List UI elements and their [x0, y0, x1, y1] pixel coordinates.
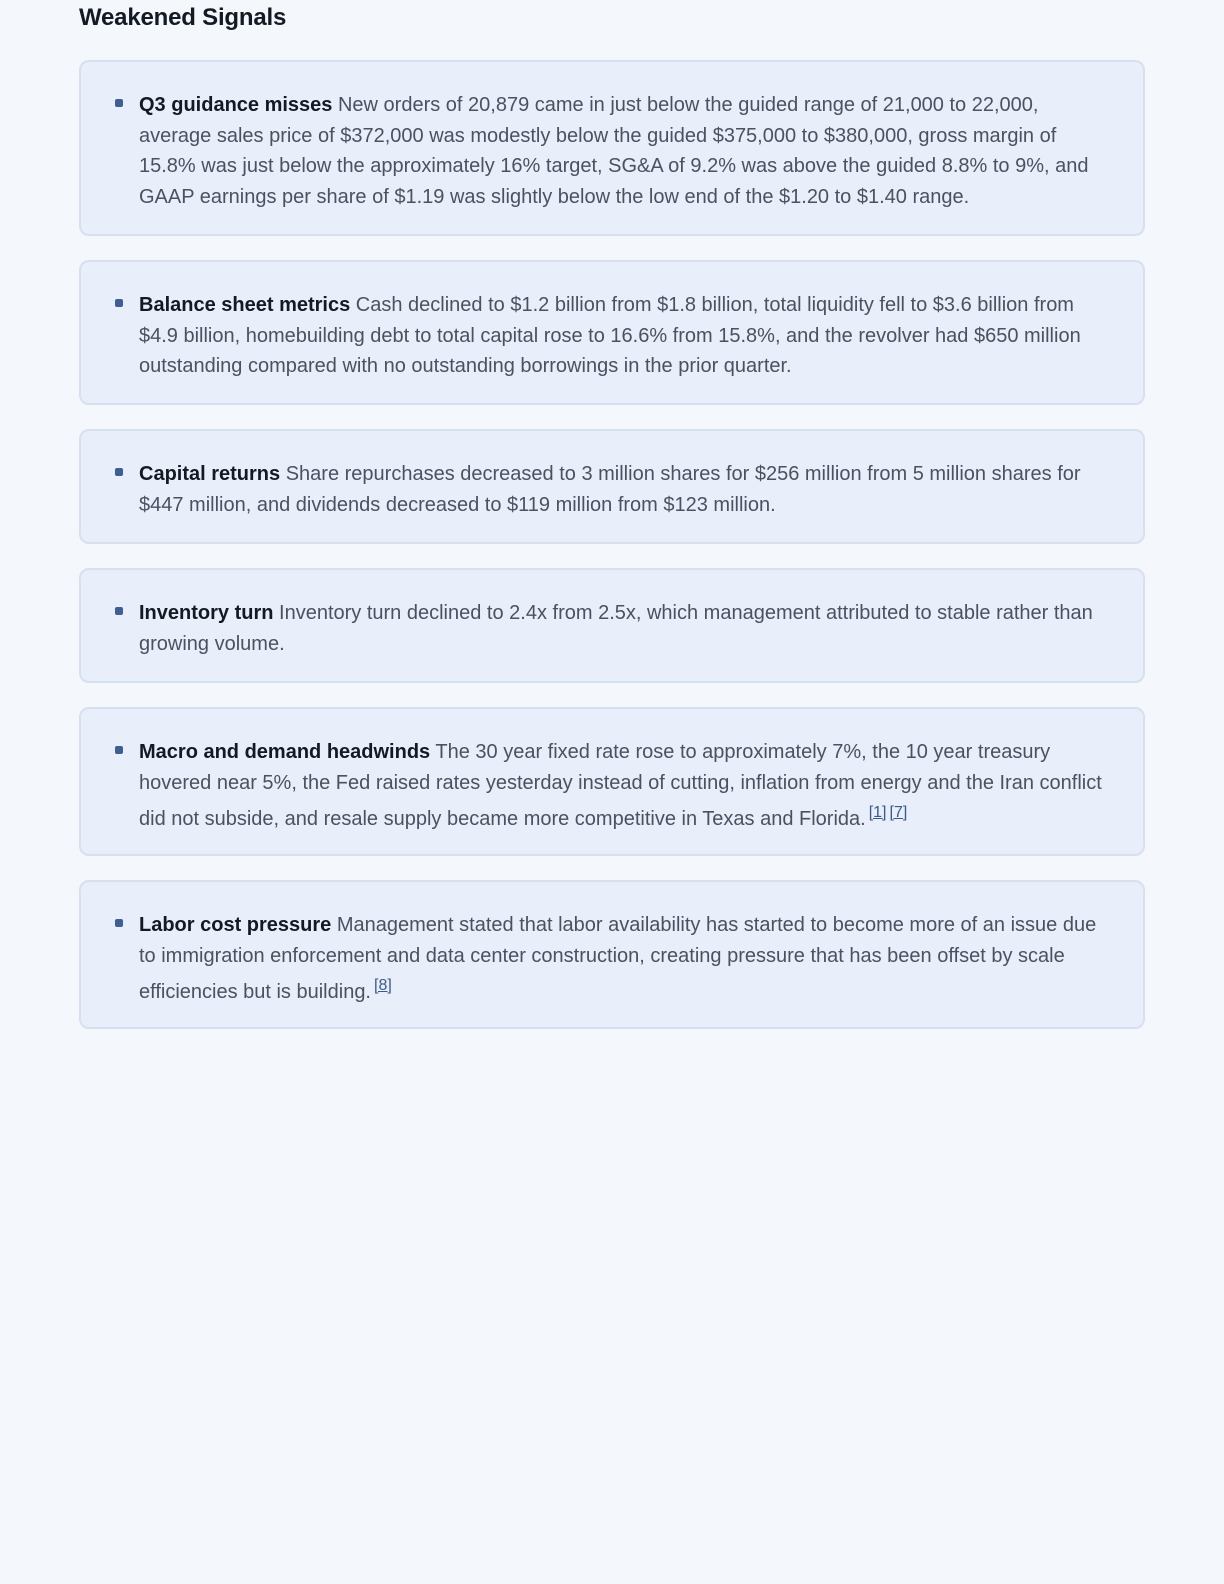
bullet-square-icon	[115, 607, 123, 615]
signal-label: Inventory turn	[139, 602, 274, 624]
signal-label: Balance sheet metrics	[139, 294, 351, 316]
signal-text	[139, 910, 1113, 1008]
signal-label: Q3 guidance misses	[139, 94, 333, 116]
citation-link[interactable]: [7]	[889, 804, 908, 821]
section-title: Weakened Signals	[79, 4, 287, 31]
signal-card-capital-returns	[79, 429, 1145, 544]
signal-text	[139, 459, 1113, 520]
signal-text	[139, 737, 1113, 835]
signal-card-inventory-turn	[79, 568, 1145, 683]
signal-body: Management stated that labor availability has started to become more of an issue due to immigration enforcement and data center construction, creating pressure that has been offset by scale efficiencies but is building.	[139, 914, 1097, 1003]
bullet-square-icon	[115, 746, 123, 754]
signal-text	[139, 598, 1113, 659]
signal-label: Labor cost pressure	[139, 914, 332, 936]
signal-text	[139, 290, 1113, 382]
citation-link[interactable]: [1]	[868, 804, 887, 821]
signal-body: New orders of 20,879 came in just below the guided range of 21,000 to 22,000, average sales price of $372,000 was modestly below the guided $375,000 to $380,000, gross margin of 15.8% was just below the approximately 16% target, SG&A of 9.2% was above the guided 8.8% to 9%, and GAAP earnings per share of $1.19 was slightly below the low end of the $1.20 to $1.40 range.	[139, 94, 1089, 208]
signal-card-labor-cost	[79, 880, 1145, 1029]
bullet-square-icon	[115, 919, 123, 927]
bullet-square-icon	[115, 99, 123, 107]
citation-link[interactable]: [8]	[374, 977, 392, 994]
signal-card-macro-headwinds	[79, 707, 1145, 856]
bullet-square-icon	[115, 299, 123, 307]
bullet-square-icon	[115, 468, 123, 476]
signal-body: The 30 year fixed rate rose to approximately 7%, the 10 year treasury hovered near 5%, the Fed raised rates yesterday instead of cutting, inflation from energy and the Iran conflict did not subside, and resale supply became more competitive in Texas and Florida.	[139, 741, 1102, 830]
signal-body: Inventory turn declined to 2.4x from 2.5x, which management attributed to stable rather than growing volume.	[139, 602, 1093, 655]
signal-body: Cash declined to $1.2 billion from $1.8 billion, total liquidity fell to $3.6 billion from $4.9 billion, homebuilding debt to total capital rose to 16.6% from 15.8%, and the revolver had $650 million outstanding compared with no outstanding borrowings in the prior quarter.	[139, 294, 1081, 377]
signal-label: Macro and demand headwinds	[139, 741, 431, 763]
signal-text	[139, 90, 1113, 212]
signal-card-q3-guidance	[79, 60, 1145, 236]
signal-label: Capital returns	[139, 463, 281, 485]
signal-body: Share repurchases decreased to 3 million shares for $256 million from 5 million shares for $447 million, and dividends decreased to $119 million from $123 million.	[139, 463, 1081, 516]
signal-card-balance-sheet	[79, 260, 1145, 405]
